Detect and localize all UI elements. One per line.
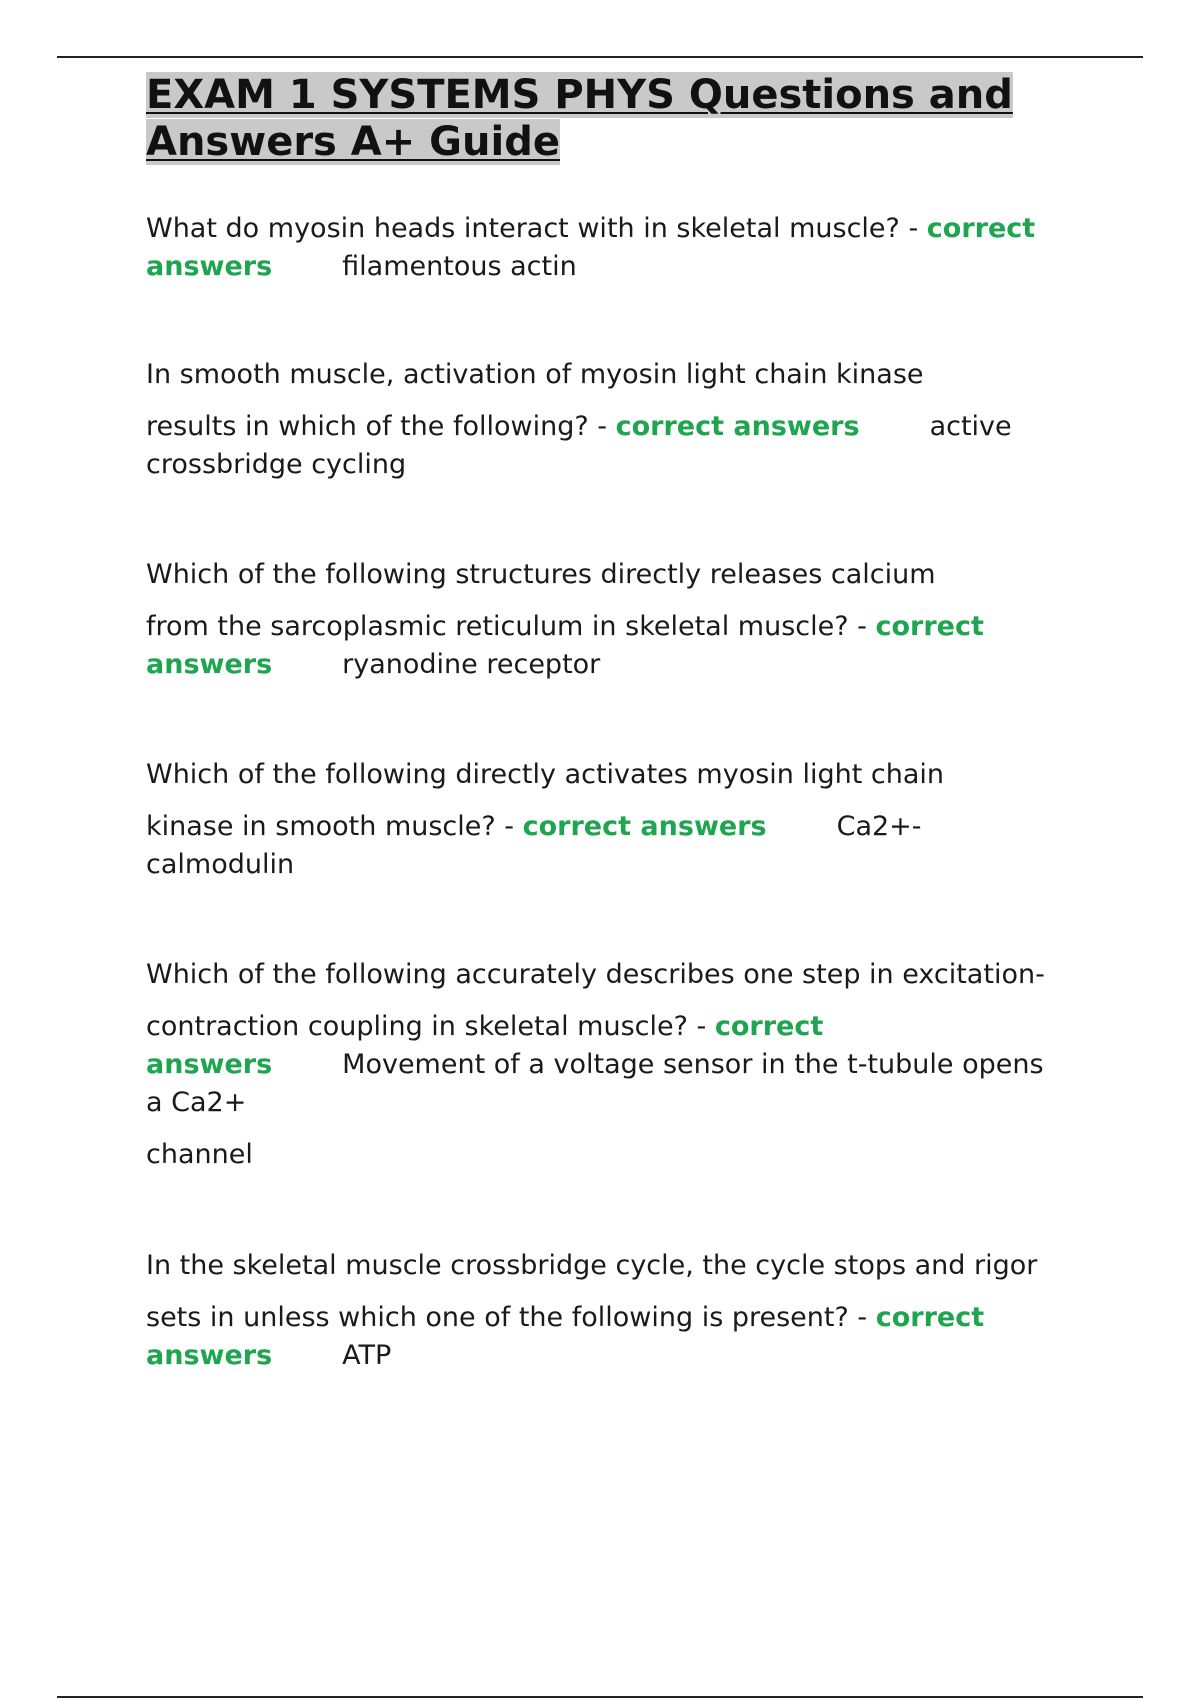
qa-line <box>146 646 1090 684</box>
qa-item-5 <box>146 956 1090 1174</box>
correct-answers-label: answers <box>146 1049 273 1080</box>
answer-text: ATP <box>342 1340 392 1371</box>
answer-text: ryanodine receptor <box>342 649 601 680</box>
correct-answers-label: correct answers <box>522 811 767 842</box>
question-text: kinase in smooth muscle? - <box>146 811 523 842</box>
correct-answers-label: answers <box>146 649 273 680</box>
top-rule <box>57 56 1143 58</box>
question-text: Which of the following directly activates myosin light chain <box>146 759 945 790</box>
qa-line <box>146 408 1090 446</box>
question-text: sets in unless which one of the following is present? - <box>146 1302 876 1333</box>
correct-answers-label: answers <box>146 251 273 282</box>
qa-item-2 <box>146 356 1090 484</box>
qa-line <box>146 1337 1090 1375</box>
correct-answers-label: correct answers <box>615 411 860 442</box>
qa-line <box>146 210 1090 248</box>
qa-item-4 <box>146 756 1090 884</box>
answer-text: filamentous actin <box>342 251 577 282</box>
question-text: results in which of the following? - <box>146 411 616 442</box>
qa-line <box>146 1299 1090 1337</box>
qa-line <box>146 1008 1090 1046</box>
question-text: In the skeletal muscle crossbridge cycle, the cycle stops and rigor <box>146 1250 1038 1281</box>
answer-text: Ca2+- <box>836 811 922 842</box>
title-line-2: Answers A+ Guide <box>146 119 560 165</box>
qa-line <box>146 248 1090 286</box>
answer-text: channel <box>146 1139 253 1170</box>
question-text: In smooth muscle, activation of myosin light chain kinase <box>146 359 924 390</box>
correct-answers-label: correct <box>714 1011 824 1042</box>
question-text: Which of the following accurately describes one step in excitation- <box>146 959 1045 990</box>
answer-text: calmodulin <box>146 849 295 880</box>
document-title <box>146 72 1046 166</box>
correct-answers-label: answers <box>146 1340 273 1371</box>
correct-answers-label: correct <box>926 213 1036 244</box>
qa-line <box>146 1046 1090 1084</box>
answer-text: crossbridge cycling <box>146 449 407 480</box>
qa-line <box>146 808 1090 846</box>
question-text: What do myosin heads interact with in skeletal muscle? - <box>146 213 927 244</box>
question-text: from the sarcoplasmic reticulum in skeletal muscle? - <box>146 611 876 642</box>
qa-item-1 <box>146 210 1090 286</box>
answer-text: active <box>929 411 1012 442</box>
title-line-1: EXAM 1 SYSTEMS PHYS Questions and <box>146 72 1013 118</box>
bottom-rule <box>57 1696 1143 1698</box>
qa-item-6 <box>146 1247 1090 1375</box>
answer-text: Movement of a voltage sensor in the t-tubule opens <box>342 1049 1044 1080</box>
qa-line <box>146 608 1090 646</box>
correct-answers-label: correct <box>875 1302 985 1333</box>
answer-text: a Ca2+ <box>146 1087 247 1118</box>
question-text: Which of the following structures directly releases calcium <box>146 559 936 590</box>
correct-answers-label: correct <box>875 611 984 642</box>
qa-item-3 <box>146 556 1090 684</box>
question-text: contraction coupling in skeletal muscle? - <box>146 1011 715 1042</box>
